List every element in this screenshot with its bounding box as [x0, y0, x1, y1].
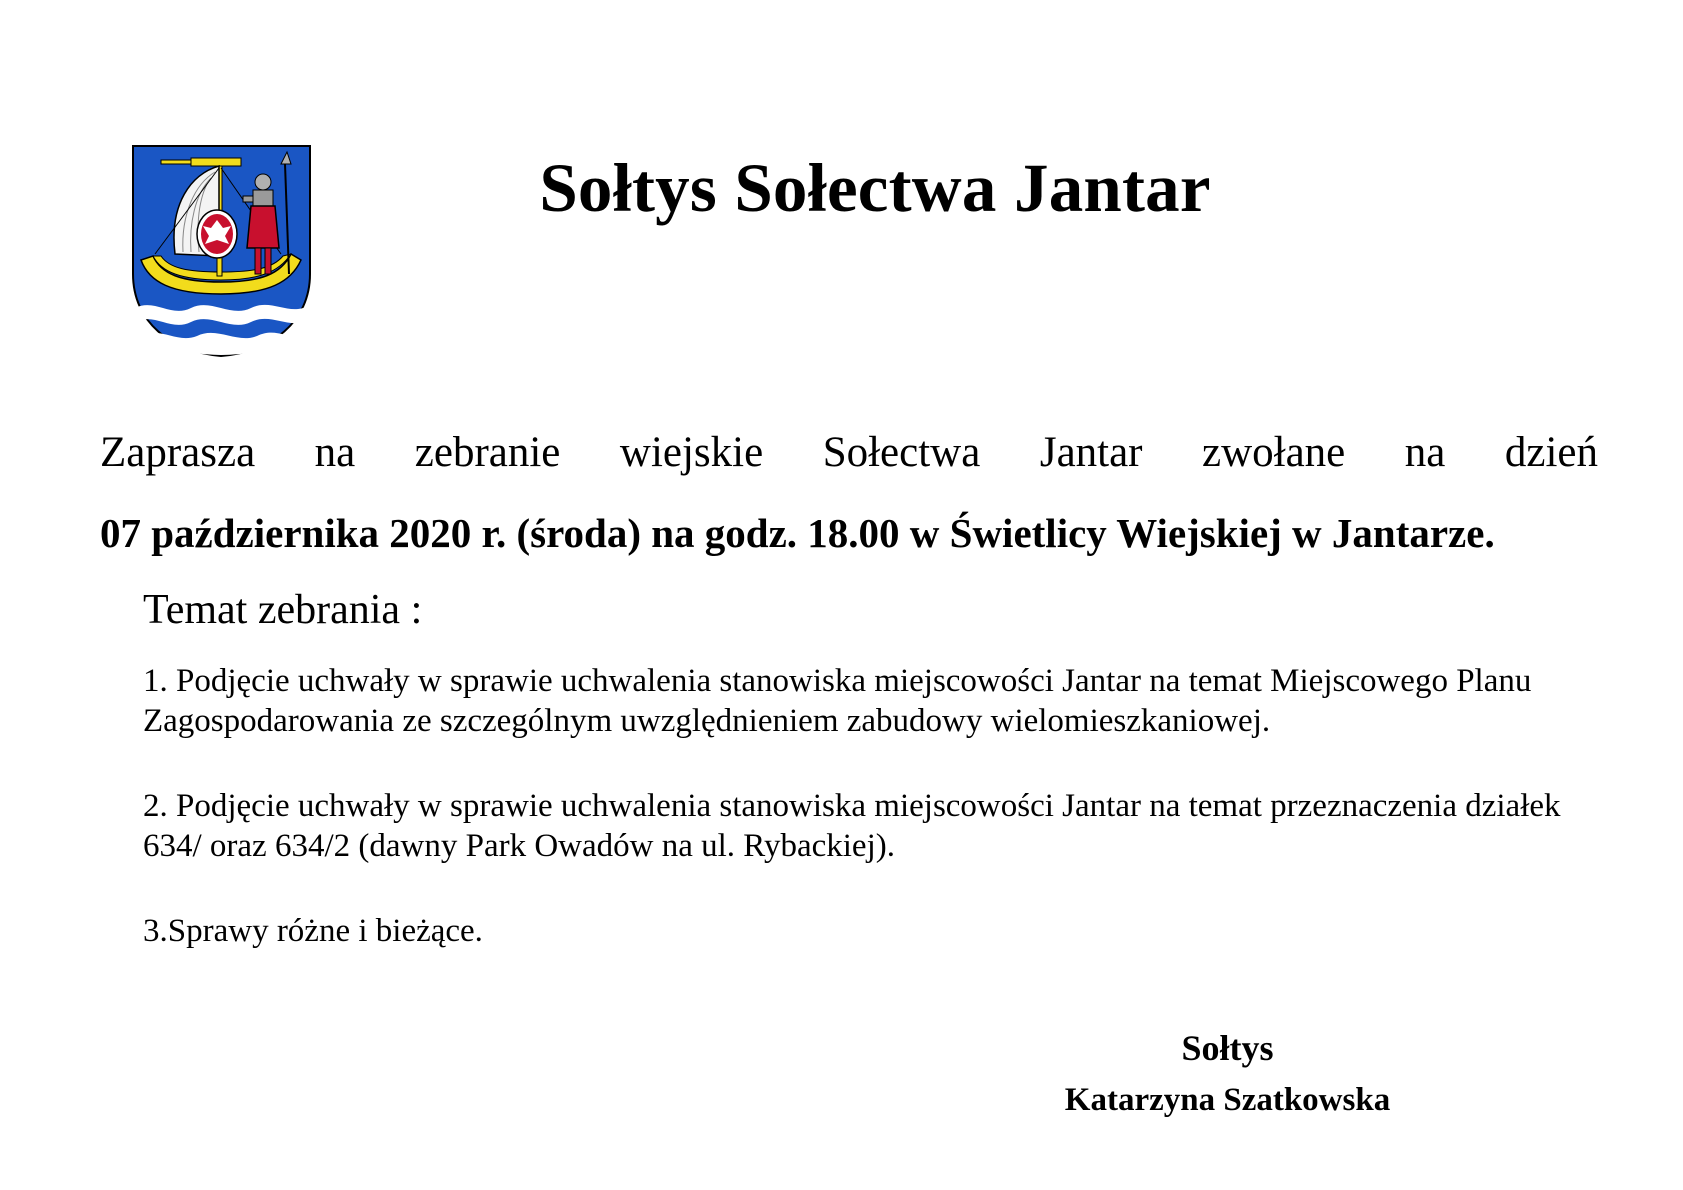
invitation-text: Zaprasza na zebranie wiejskie Sołectwa Jantar zwołane na dzień: [100, 429, 1598, 476]
page-title: Sołtys Sołectwa Jantar: [539, 150, 1211, 226]
invitation-date-place: 07 października 2020 r. (środa) na godz. 18.00 w Świetlicy Wiejskiej w Jantarze.: [100, 510, 1495, 556]
signature-name: Katarzyna Szatkowska: [1064, 1082, 1391, 1118]
agenda-list: [143, 661, 1613, 951]
signature-role: Sołtys: [1181, 1028, 1274, 1068]
agenda-item: 1. Podjęcie uchwały w sprawie uchwalenia stanowiska miejscowości Jantar na temat Miejscowego Planu Zagospodarowania ze szczególnym uwzględnieniem zabudowy wielomieszkaniowej.: [143, 663, 1532, 739]
agenda-item: 2. Podjęcie uchwały w sprawie uchwalenia stanowiska miejscowości Jantar na temat przeznaczenia działek 634/ oraz 634/2 (dawny Park Owadów na ul. Rybackiej).: [143, 788, 1561, 864]
agenda-heading: Temat zebrania :: [143, 587, 423, 633]
agenda-item: 3.Sprawy różne i bieżące.: [143, 913, 483, 949]
